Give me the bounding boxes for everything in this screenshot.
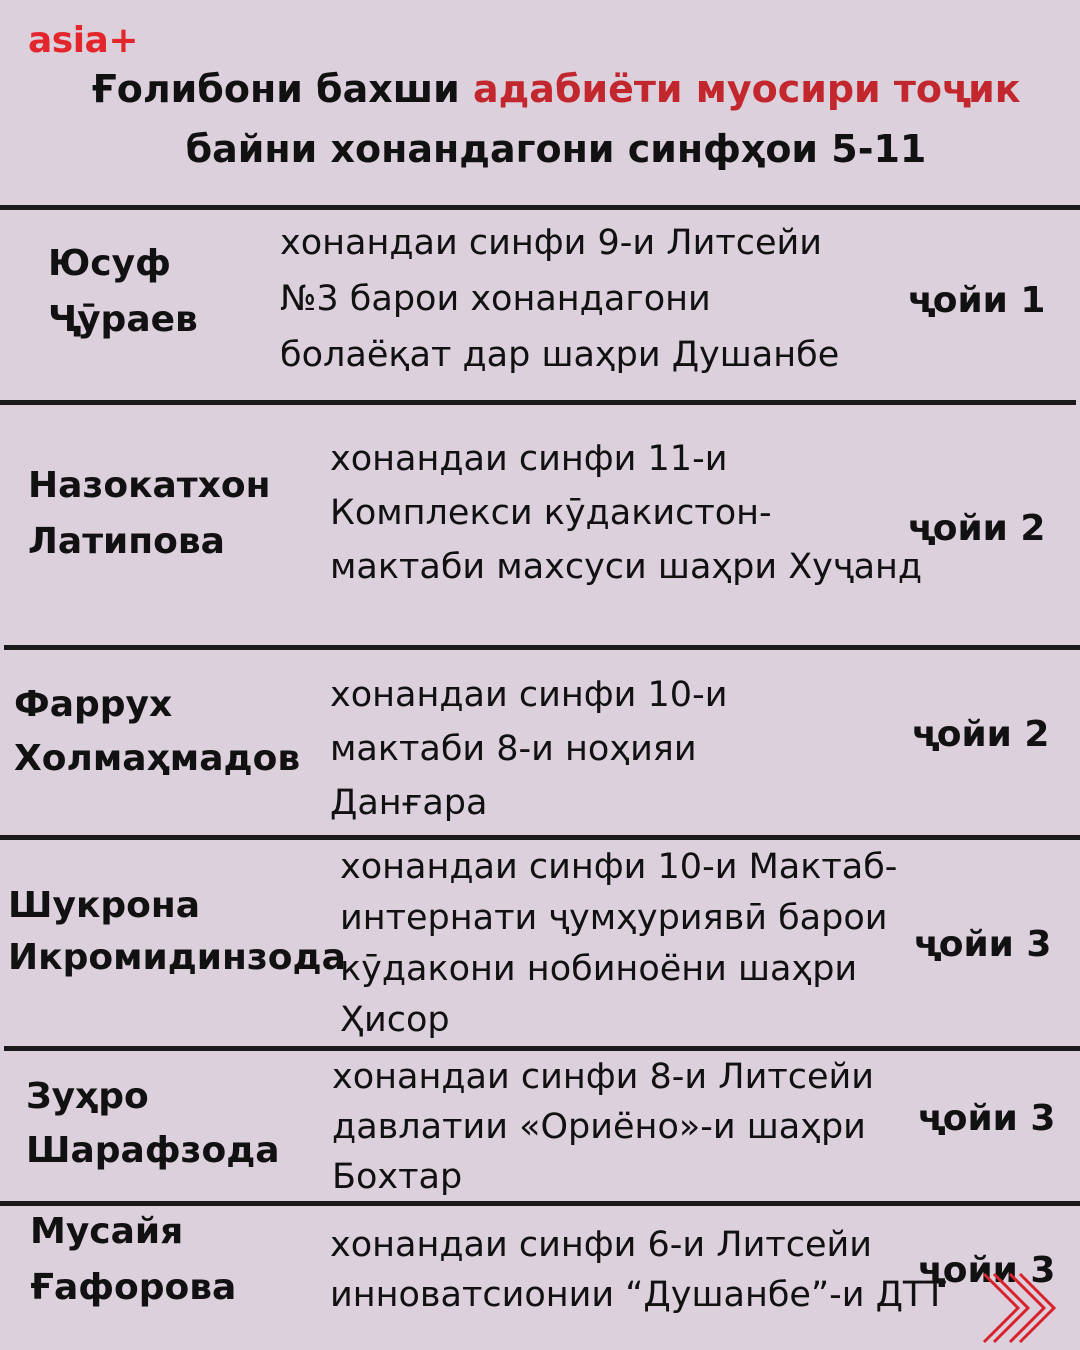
winner-name [30, 1204, 236, 1316]
divider [0, 835, 1080, 840]
winner-name [48, 236, 198, 348]
winner-description-line: интернати ҷумҳуриявӣ барои [340, 898, 888, 938]
winner-description-line: Ҳисор [340, 1000, 450, 1040]
divider [0, 400, 1076, 405]
winner-name [8, 880, 346, 984]
divider [4, 1046, 1080, 1051]
page-title-line-1 [0, 67, 1080, 111]
winner-name-line: Зуҳро [26, 1076, 149, 1117]
winner-description-line: Бохтар [332, 1157, 463, 1197]
winner-name-line: Назокатхон [28, 465, 271, 506]
title-prefix: Ғолибони бахши [91, 67, 473, 111]
divider [0, 205, 1080, 210]
winner-place: ҷойи 2 [912, 714, 1050, 755]
winner-name [14, 678, 300, 786]
winner-name-line: Фаррух [14, 684, 173, 725]
winner-description-line: инноватсионии “Душанбе”-и ДТТ [330, 1275, 946, 1315]
winner-name-line: Ҷӯраев [48, 299, 198, 340]
winner-description-line: мактаби 8-и ноҳияи [330, 729, 697, 769]
divider [4, 645, 1080, 650]
winner-description [330, 668, 727, 830]
winner-place: ҷойи 3 [914, 924, 1052, 965]
winner-name-line: Холмаҳмадов [14, 738, 301, 779]
winner-description-line: кӯдакони нобиноёни шаҳри [340, 949, 858, 989]
winner-description [330, 432, 922, 594]
winner-description [330, 1220, 946, 1320]
double-chevron-right-icon[interactable] [978, 1268, 1064, 1348]
title-accent: адабиёти муосири тоҷик [472, 67, 1021, 111]
winner-name-line: Ғафорова [30, 1267, 237, 1308]
winner-description-line: хонандаи синфи 6-и Литсейи [330, 1225, 873, 1265]
winner-place: ҷойи 3 [918, 1250, 1056, 1291]
winner-description-line: №3 барои хонандагони [280, 279, 711, 319]
winner-name-line: Латипова [28, 521, 225, 562]
winner-description [280, 215, 839, 383]
winner-description-line: давлатии «Ориёно»-и шаҳри [332, 1107, 866, 1147]
winner-description-line: хонандаи синфи 10-и Мактаб- [340, 847, 898, 887]
winner-name-line: Юсуф [48, 243, 171, 284]
winner-description-line: хонандаи синфи 8-и Литсейи [332, 1057, 875, 1097]
winner-description-line: мактаби махсуси шаҳри Хуҷанд [330, 547, 923, 587]
winner-name [26, 1070, 280, 1178]
winner-place: ҷойи 3 [918, 1098, 1056, 1139]
winner-name [28, 458, 271, 570]
winner-description-line: хонандаи синфи 10-и [330, 675, 728, 715]
winner-name-line: Шукрона [8, 885, 201, 926]
winner-description [340, 842, 897, 1046]
winner-description [332, 1052, 874, 1202]
winner-description-line: Комплекси кӯдакистон- [330, 493, 772, 533]
winner-name-line: Мусайя [30, 1211, 184, 1252]
winner-name-line: Икромидинзода [8, 937, 346, 978]
winner-name-line: Шарафзода [26, 1130, 280, 1171]
winner-place: ҷойи 2 [908, 508, 1046, 549]
winner-place: ҷойи 1 [908, 280, 1046, 321]
winner-description-line: хонандаи синфи 11-и [330, 439, 728, 479]
winner-description-line: хонандаи синфи 9-и Литсейи [280, 223, 823, 263]
page-title-line-2: байни хонандагони синфҳои 5-11 [185, 127, 927, 171]
winner-description-line: болаёқат дар шаҳри Душанбе [280, 335, 840, 375]
winner-description-line: Данғара [330, 783, 488, 823]
asia-plus-logo: asia+ [28, 20, 139, 61]
